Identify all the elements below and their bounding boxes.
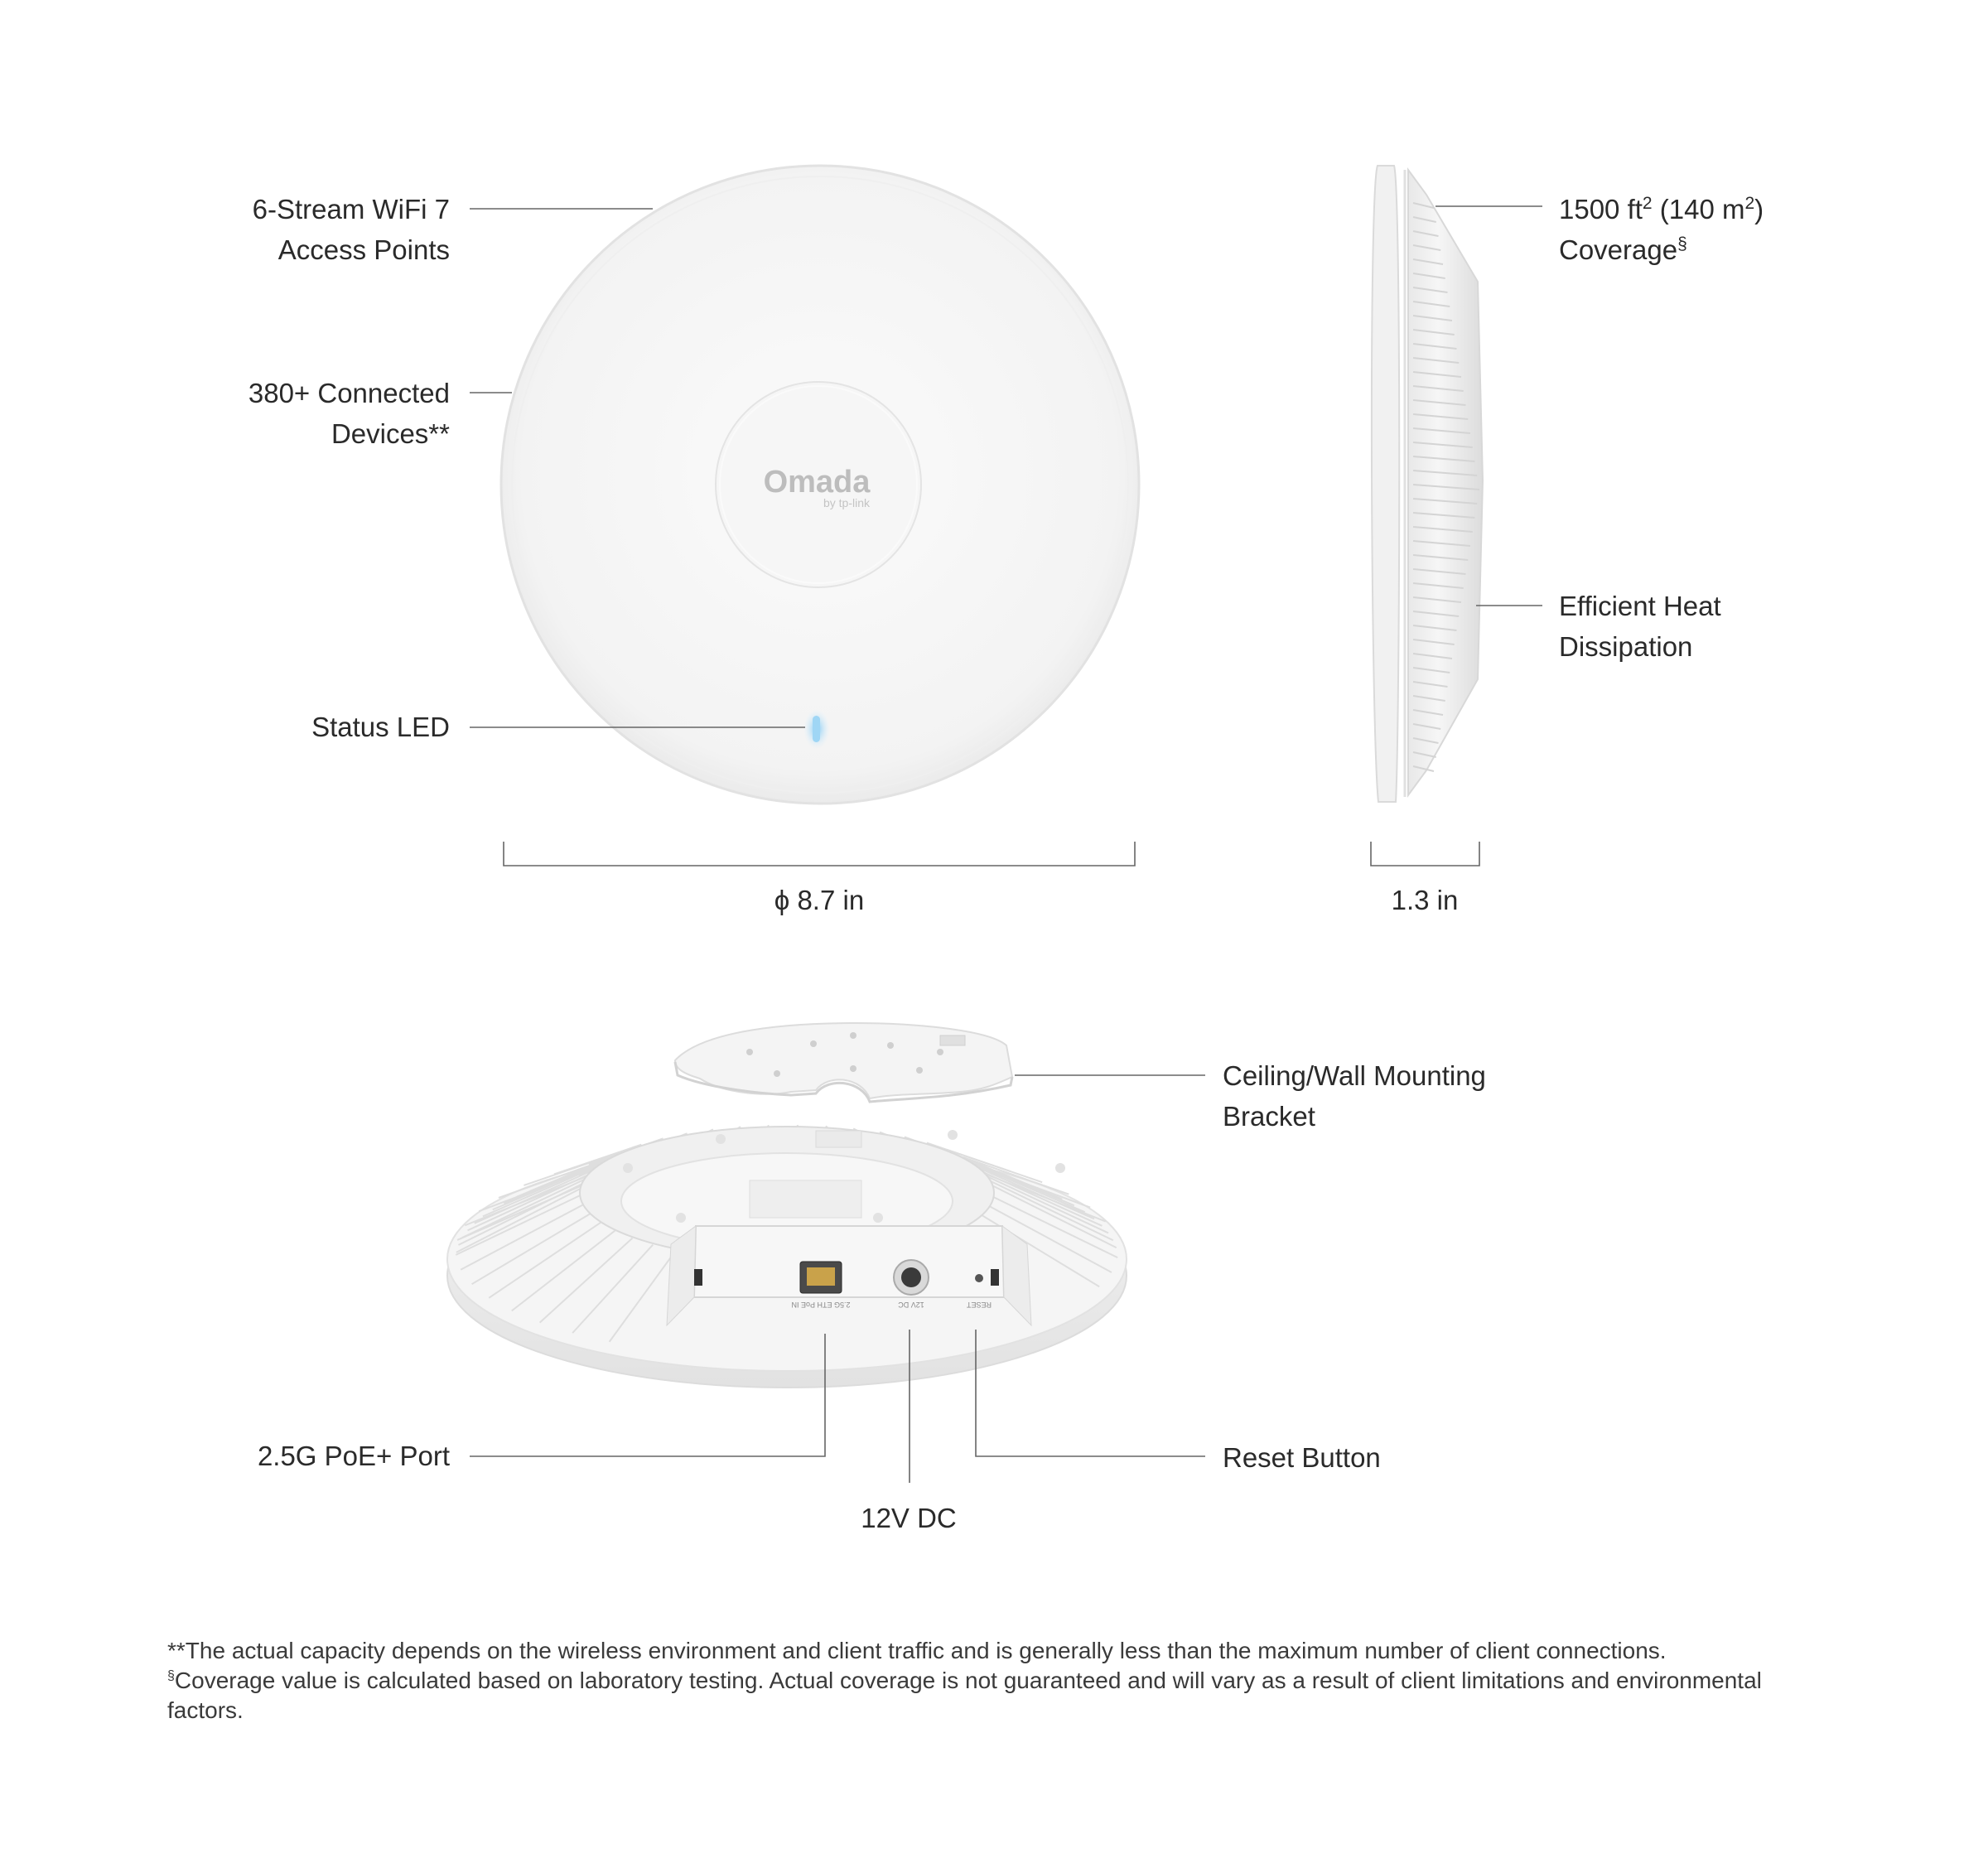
dimension-diameter-text: ϕ 8.7 in [774, 885, 865, 915]
port-print-reset: RESET [966, 1301, 992, 1309]
label-status-led-text: Status LED [311, 712, 450, 742]
dimension-diameter [774, 880, 864, 920]
label-status-led [311, 707, 450, 747]
port-print-dc: 12V DC [898, 1301, 924, 1309]
footnote-2-cont: factors. [167, 1697, 244, 1723]
label-coverage-line2 [1559, 229, 1764, 270]
mounting-bracket [675, 1023, 1012, 1102]
label-coverage [1559, 189, 1764, 270]
status-led [813, 716, 820, 742]
label-heat-line2: Dissipation [1559, 631, 1693, 662]
coverage-sup-m: 2 [1744, 194, 1755, 213]
access-point-side-view [1372, 166, 1483, 802]
coverage-m: (140 m [1652, 194, 1745, 224]
port-print-poe: 2.5G ETH PoE IN [791, 1301, 851, 1309]
access-point-bottom-view [447, 1125, 1127, 1388]
label-coverage-line1 [1559, 189, 1764, 229]
label-heat [1559, 586, 1721, 667]
coverage-sup-ft: 2 [1642, 194, 1653, 213]
label-heat-line1: Efficient Heat [1559, 591, 1721, 621]
label-dc [861, 1498, 957, 1538]
footnote-1: **The actual capacity depends on the wireless environment and client traffic and is generally less than the maximum number of client connections. [167, 1638, 1667, 1663]
label-poe-text: 2.5G PoE+ Port [257, 1441, 450, 1471]
coverage-close: ) [1754, 194, 1764, 224]
label-bracket [1223, 1055, 1486, 1137]
coverage-ft: 1500 ft [1559, 194, 1643, 224]
label-reset [1223, 1437, 1381, 1478]
tp-link-logo: by tp-link [823, 496, 871, 509]
label-bracket-line1: Ceiling/Wall Mounting [1223, 1060, 1486, 1091]
access-point-top-view [501, 166, 1139, 804]
label-devices-line2: Devices** [331, 418, 450, 449]
dimension-brackets [504, 842, 1479, 866]
footnotes [167, 1636, 1874, 1726]
coverage-section-mark: § [1677, 234, 1687, 253]
coverage-word: Coverage [1559, 234, 1678, 265]
dimension-thickness-text: 1.3 in [1391, 885, 1459, 915]
omada-logo: Omada [763, 465, 871, 500]
label-wifi [253, 189, 450, 270]
label-wifi-line2: Access Points [277, 234, 450, 265]
footnote-2-text: Coverage value is calculated based on laboratory testing. Actual coverage is not guaranteed and will vary as a result of client limitations and environmental [174, 1668, 1762, 1693]
label-devices-line1: 380+ Connected [248, 378, 450, 408]
label-poe [258, 1436, 450, 1476]
label-dc-text: 12V DC [861, 1503, 957, 1533]
footnote-2-mark: § [167, 1668, 175, 1683]
dimension-thickness [1392, 880, 1459, 920]
thickness-bracket [1371, 842, 1479, 866]
label-reset-text: Reset Button [1223, 1442, 1381, 1473]
diameter-bracket [504, 842, 1135, 866]
label-wifi-line1: 6-Stream WiFi 7 [252, 194, 450, 224]
label-bracket-line2: Bracket [1223, 1101, 1315, 1132]
label-devices [248, 373, 450, 454]
footnote-2 [167, 1666, 1874, 1696]
